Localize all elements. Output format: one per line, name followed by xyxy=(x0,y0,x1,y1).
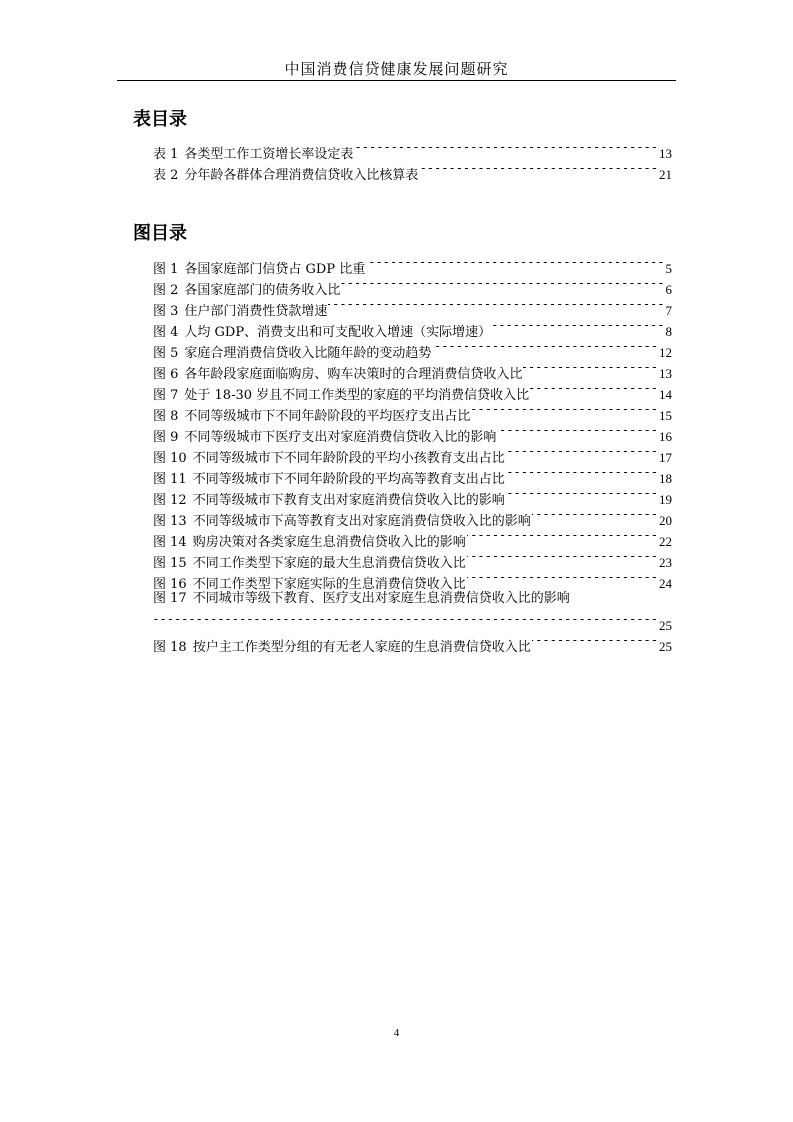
toc-dot-leader xyxy=(366,252,664,273)
toc-entry-title: 分年龄各群体合理消费信贷收入比核算表 xyxy=(184,168,419,183)
toc-entry-page: 13 xyxy=(659,366,672,381)
toc-dot-leader xyxy=(530,378,658,399)
tables-toc-list xyxy=(153,137,672,183)
toc-entry-title: 各年龄段家庭面临购房、购车决策时的合理消费信贷收入比 xyxy=(184,367,523,382)
header-divider xyxy=(117,80,676,81)
toc-entry-number: 图 17 xyxy=(153,591,187,606)
toc-entry-number: 图 2 xyxy=(153,283,179,298)
toc-entry-page: 13 xyxy=(659,146,672,161)
toc-entry-page: 22 xyxy=(659,534,672,549)
toc-entry-number: 图 8 xyxy=(153,409,179,424)
toc-entry-number: 图 4 xyxy=(153,325,179,340)
toc-entry-line-2 xyxy=(153,609,672,633)
figures-toc-list xyxy=(153,252,672,655)
page-header-title: 中国消费信贷健康发展问题研究 xyxy=(284,60,509,78)
toc-dot-leader xyxy=(341,273,664,294)
toc-entry-title: 不同等级城市下不同年龄阶段的平均医疗支出占比 xyxy=(184,409,471,424)
toc-entry-title: 各类型工作工资增长率设定表 xyxy=(184,147,354,162)
toc-entry-page: 14 xyxy=(659,387,672,402)
toc-entry-page: 8 xyxy=(665,324,672,339)
toc-entry-page: 12 xyxy=(659,345,672,360)
toc-entry-figure-1[interactable] xyxy=(153,252,672,277)
toc-entry-number: 图 11 xyxy=(153,472,187,487)
toc-entry-page: 19 xyxy=(659,492,672,507)
toc-dot-leader xyxy=(492,315,664,336)
toc-dot-leader xyxy=(506,441,658,462)
toc-entry-page: 16 xyxy=(659,429,672,444)
toc-entry-page: 6 xyxy=(665,282,672,297)
toc-entry-number: 图 16 xyxy=(153,577,187,592)
toc-entry-title: 不同等级城市下教育支出对家庭消费信贷收入比的影响 xyxy=(192,493,505,508)
toc-entry-page: 24 xyxy=(659,576,672,591)
toc-dot-leader xyxy=(154,609,658,630)
toc-entry-number: 表 1 xyxy=(153,147,179,162)
toc-dot-leader xyxy=(497,420,658,441)
toc-entry-page: 7 xyxy=(665,303,672,318)
toc-entry-page: 17 xyxy=(659,450,672,465)
toc-dot-leader xyxy=(467,525,658,546)
toc-entry-page: 5 xyxy=(665,261,672,276)
toc-entry-page: 20 xyxy=(659,513,672,528)
toc-entry-number: 图 7 xyxy=(153,388,179,403)
toc-entry-title: 家庭合理消费信贷收入比随年龄的变动趋势 xyxy=(184,346,432,361)
toc-dot-leader xyxy=(432,336,658,357)
page-number: 4 xyxy=(393,1027,400,1039)
toc-dot-leader xyxy=(467,567,658,588)
toc-entry-page: 25 xyxy=(659,639,672,654)
toc-entry-number: 图 15 xyxy=(153,556,187,571)
toc-dot-leader xyxy=(328,294,664,315)
tables-section-heading: 表目录 xyxy=(133,109,187,130)
toc-entry-number: 图 1 xyxy=(153,262,179,277)
toc-entry-title: 按户主工作类型分组的有无老人家庭的生息消费信贷收入比 xyxy=(192,640,531,655)
toc-entry-title: 不同等级城市下医疗支出对家庭消费信贷收入比的影响 xyxy=(184,430,497,445)
toc-entry-number: 图 3 xyxy=(153,304,179,319)
toc-entry-figure-17[interactable] xyxy=(153,588,672,633)
toc-entry-title: 不同城市等级下教育、医疗支出对家庭生息消费信贷收入比的影响 xyxy=(192,591,570,606)
toc-entry-figure-18[interactable] xyxy=(153,630,672,655)
toc-entry-page: 23 xyxy=(659,555,672,570)
toc-entry-title: 处于 18-30 岁且不同工作类型的家庭的平均消费信贷收入比 xyxy=(184,388,530,403)
toc-entry-title: 购房决策对各类家庭生息消费信贷收入比的影响 xyxy=(192,535,466,550)
toc-dot-leader xyxy=(419,158,658,179)
toc-entry-title: 不同等级城市下不同年龄阶段的平均小孩教育支出占比 xyxy=(192,451,505,466)
toc-entry-title: 不同工作类型下家庭的最大生息消费信贷收入比 xyxy=(192,556,466,571)
toc-entry-number: 图 18 xyxy=(153,640,187,655)
toc-entry-number: 图 9 xyxy=(153,430,179,445)
toc-entry-number: 图 5 xyxy=(153,346,179,361)
toc-entry-table-1[interactable] xyxy=(153,137,672,162)
toc-entry-title: 不同等级城市下高等教育支出对家庭消费信贷收入比的影响 xyxy=(192,514,531,529)
toc-entry-title: 人均 GDP、消费支出和可支配收入增速（实际增速） xyxy=(184,325,492,340)
toc-dot-leader xyxy=(506,483,658,504)
toc-entry-number: 表 2 xyxy=(153,168,179,183)
toc-entry-title: 各国家庭部门信贷占 GDP 比重 xyxy=(184,262,366,277)
toc-entry-number: 图 12 xyxy=(153,493,187,508)
toc-entry-page: 25 xyxy=(659,618,672,633)
toc-entry-number: 图 14 xyxy=(153,535,187,550)
toc-entry-page: 15 xyxy=(659,408,672,423)
toc-entry-number: 图 10 xyxy=(153,451,187,466)
toc-dot-leader xyxy=(532,630,658,651)
toc-entry-title: 住户部门消费性贷款增速 xyxy=(184,304,328,319)
toc-entry-page: 21 xyxy=(659,167,672,182)
toc-entry-line-1 xyxy=(153,588,672,609)
toc-entry-title: 各国家庭部门的债务收入比 xyxy=(184,283,341,298)
toc-entry-number: 图 13 xyxy=(153,514,187,529)
toc-entry-title: 不同等级城市下不同年龄阶段的平均高等教育支出占比 xyxy=(192,472,505,487)
figures-section-heading: 图目录 xyxy=(133,223,187,244)
toc-dot-leader xyxy=(532,504,658,525)
toc-entry-title: 不同工作类型下家庭实际的生息消费信贷收入比 xyxy=(192,577,466,592)
toc-entry-number: 图 6 xyxy=(153,367,179,382)
toc-dot-leader xyxy=(506,462,658,483)
toc-dot-leader xyxy=(467,546,658,567)
toc-dot-leader xyxy=(471,399,658,420)
toc-entry-page: 18 xyxy=(659,471,672,486)
toc-dot-leader xyxy=(354,137,658,158)
toc-dot-leader xyxy=(523,357,658,378)
